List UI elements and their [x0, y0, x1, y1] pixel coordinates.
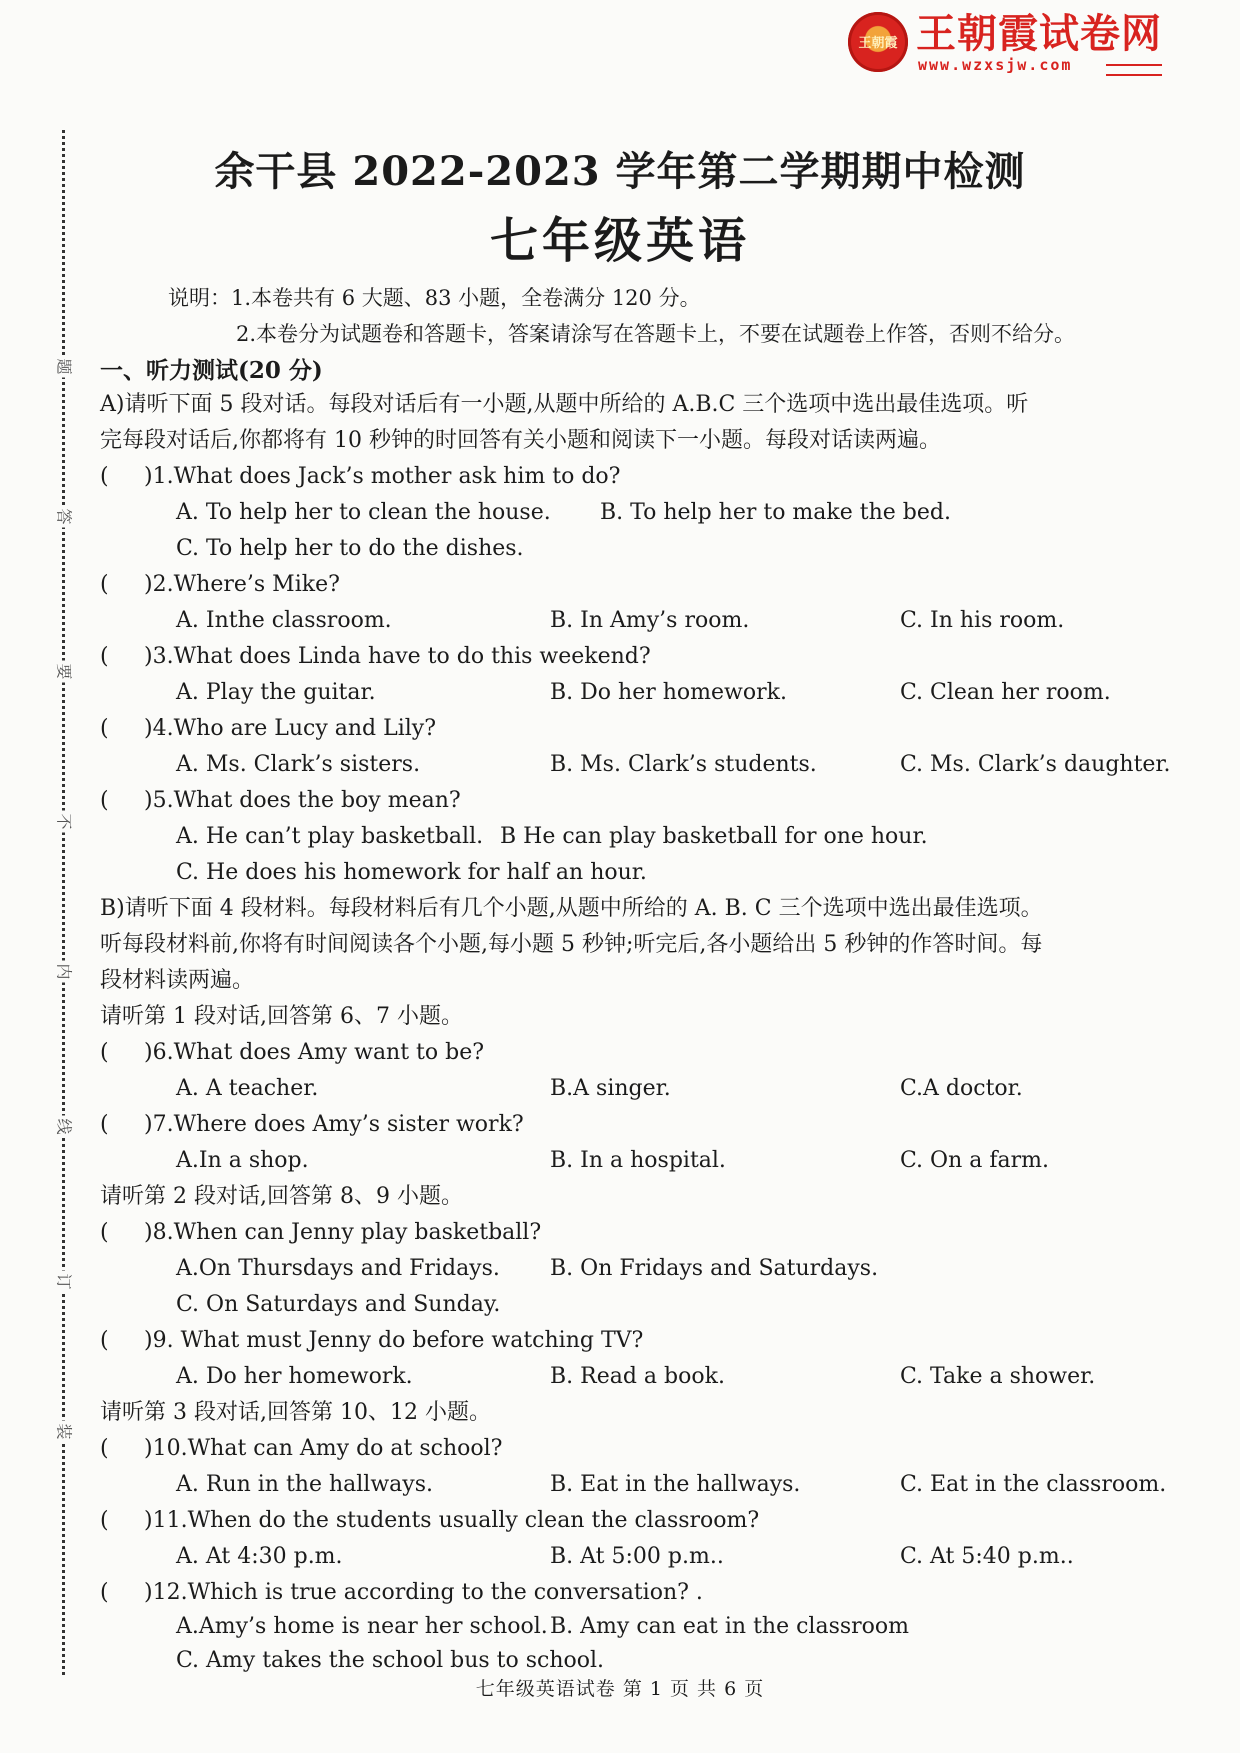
option-a: A.In a shop.	[176, 1148, 309, 1173]
option-a: A. Inthe classroom.	[176, 608, 392, 633]
question-12: ( )12.Which is true according to the conversation? .	[100, 1580, 703, 1605]
option-a: A. To help her to clean the house.	[176, 500, 551, 525]
option-c: C. To help her to do the dishes.	[176, 536, 524, 561]
question-3: ( )3.What does Linda have to do this weekend?	[100, 644, 651, 669]
binding-margin	[54, 130, 76, 1675]
option-b: B. In Amy’s room.	[550, 608, 750, 633]
question-2: ( )2.Where’s Mike?	[100, 572, 340, 597]
option-b: B. To help her to make the bed.	[600, 500, 951, 525]
part-b-instruction: 段材料读两遍。	[100, 968, 255, 993]
part-b-instruction: B)请听下面 4 段材料。每段材料后有几个小题,从题中所给的 A. B. C 三个选项中选出最佳选项。	[100, 896, 1043, 921]
option-a: A. At 4:30 p.m.	[176, 1544, 343, 1569]
question-9: ( )9. What must Jenny do before watching TV?	[100, 1328, 644, 1353]
exam-title: 余干县 2022-2023 学年第二学期期中检测	[214, 148, 1026, 195]
binding-char: 线	[54, 1116, 77, 1138]
option-a: A. Ms. Clark’s sisters.	[176, 752, 421, 777]
option-b: B. In a hospital.	[550, 1148, 726, 1173]
option-c: C. Amy takes the school bus to school.	[176, 1648, 605, 1673]
instruction-line-2: 2.本卷分为试题卷和答题卡，答案请涂写在答题卡上，不要在试题卷上作答，否则不给分。	[236, 322, 1076, 346]
option-c: C. Take a shower.	[900, 1364, 1096, 1389]
option-b: B. Read a book.	[550, 1364, 725, 1389]
option-c: C.A doctor.	[900, 1076, 1023, 1101]
option-a: A. Run in the hallways.	[176, 1472, 434, 1497]
binding-char: 题	[54, 356, 77, 378]
option-b: B. Ms. Clark’s students.	[550, 752, 817, 777]
option-b: B. Amy can eat in the classroom	[550, 1614, 910, 1639]
logo-name: 王朝霞试卷网	[916, 11, 1162, 57]
logo-url: www.wzxsjw.com	[918, 56, 1073, 74]
logo-seal-icon: 王朝霞	[848, 12, 908, 72]
binding-char: 不	[54, 811, 77, 833]
binding-char: 订	[54, 1271, 77, 1293]
option-a: A.On Thursdays and Fridays.	[176, 1256, 500, 1281]
option-a: A. Do her homework.	[176, 1364, 413, 1389]
question-11: ( )11.When do the students usually clean the classroom?	[100, 1508, 760, 1533]
question-10: ( )10.What can Amy do at school?	[100, 1436, 503, 1461]
listening-prompt: 请听第 3 段对话,回答第 10、12 小题。	[100, 1400, 491, 1425]
question-8: ( )8.When can Jenny play basketball?	[100, 1220, 542, 1245]
listening-prompt: 请听第 1 段对话,回答第 6、7 小题。	[100, 1004, 463, 1029]
question-5: ( )5.What does the boy mean?	[100, 788, 461, 813]
site-logo[interactable]	[848, 12, 1166, 74]
exam-subtitle: 七年级英语	[489, 213, 750, 269]
option-b: B.A singer.	[550, 1076, 671, 1101]
binding-char: 装	[54, 1421, 77, 1443]
option-a: A. A teacher.	[176, 1076, 319, 1101]
option-c: C. In his room.	[900, 608, 1065, 633]
question-6: ( )6.What does Amy want to be?	[100, 1040, 485, 1065]
question-1: ( )1.What does Jack’s mother ask him to do?	[100, 464, 621, 489]
part-a-instruction: A)请听下面 5 段对话。每段对话后有一小题,从题中所给的 A.B.C 三个选项中选出最佳选项。听	[100, 392, 1029, 417]
instruction-line-1: 说明：1.本卷共有 6 大题、83 小题，全卷满分 120 分。	[168, 286, 701, 310]
option-b: B He can play basketball for one hour.	[500, 824, 928, 849]
option-c: C. At 5:40 p.m..	[900, 1544, 1074, 1569]
option-b: B. Do her homework.	[550, 680, 787, 705]
question-4: ( )4.Who are Lucy and Lily?	[100, 716, 437, 741]
option-a: A.Amy’s home is near her school.	[176, 1614, 548, 1639]
listening-prompt: 请听第 2 段对话,回答第 8、9 小题。	[100, 1184, 463, 1209]
option-a: A. Play the guitar.	[176, 680, 376, 705]
option-b: B. On Fridays and Saturdays.	[550, 1256, 879, 1281]
option-c: C. He does his homework for half an hour.	[176, 860, 647, 885]
option-a: A. He can’t play basketball.	[176, 824, 484, 849]
option-c: C. On Saturdays and Sunday.	[176, 1292, 501, 1317]
option-b: B. Eat in the hallways.	[550, 1472, 801, 1497]
binding-char: 内	[54, 961, 77, 983]
option-c: C. Eat in the classroom.	[900, 1472, 1167, 1497]
option-c: C. Clean her room.	[900, 680, 1111, 705]
option-b: B. At 5:00 p.m..	[550, 1544, 724, 1569]
binding-char: 要	[54, 661, 77, 683]
section-title: 一、听力测试(20 分)	[100, 357, 323, 384]
binding-char: 答	[54, 506, 77, 528]
logo-decoration	[1106, 64, 1162, 76]
option-c: C. Ms. Clark’s daughter.	[900, 752, 1171, 777]
part-b-instruction: 听每段材料前,你将有时间阅读各个小题,每小题 5 秒钟;听完后,各小题给出 5 秒钟的作答时间。每	[100, 932, 1043, 957]
option-c: C. On a farm.	[900, 1148, 1049, 1173]
question-7: ( )7.Where does Amy’s sister work?	[100, 1112, 524, 1137]
page-footer: 七年级英语试卷 第 1 页 共 6 页	[475, 1678, 765, 1700]
part-a-instruction: 完每段对话后,你都将有 10 秒钟的时回答有关小题和阅读下一小题。每段对话读两遍。	[100, 428, 941, 453]
